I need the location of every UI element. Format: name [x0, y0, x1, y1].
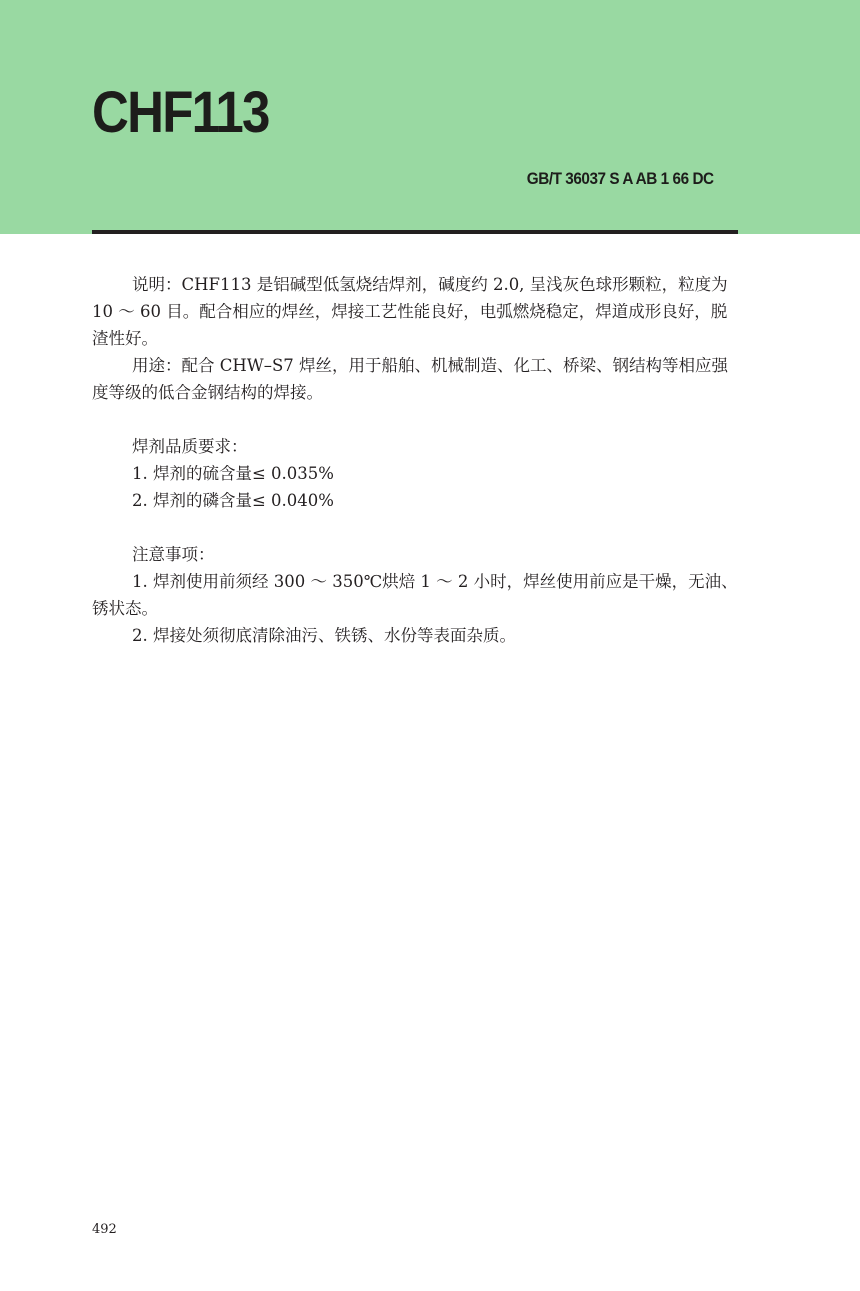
description-text: CHF113 是铝碱型低氢烧结焊剂，碱度约 2.0, 呈浅灰色球形颗粒，粒度为 10 ～ 60 目。配合相应的焊丝，焊接工艺性能良好，电弧燃烧稳定，焊道成形良好，脱渣性好。 [92, 275, 728, 348]
notes-item-1: 1. 焊剂使用前须经 300 ～ 350℃烘焙 1 ～ 2 小时，焊丝使用前应是干燥，无油、锈状态。 [92, 572, 738, 618]
standard-designation: GB/T 36037 S A AB 1 66 DC [527, 169, 714, 188]
header-divider [92, 230, 738, 234]
notes-heading: 注意事项： [132, 545, 215, 564]
section-gap [92, 514, 738, 541]
usage-label: 用途： [132, 356, 182, 375]
page-number: 492 [92, 1222, 117, 1237]
quality-item-1: 1. 焊剂的硫含量≤ 0.035% [132, 464, 334, 483]
usage-text: 配合 CHW–S7 焊丝，用于船舶、机械制造、化工、桥梁、钢结构等相应强度等级的低合金钢结构的焊接。 [92, 356, 729, 402]
quality-heading: 焊剂品质要求： [132, 437, 248, 456]
description-label: 说明： [132, 275, 182, 294]
product-code-title: CHF113 [92, 80, 269, 145]
description-paragraph [92, 271, 738, 352]
notes-item-2: 2. 焊接处须彻底清除油污、铁锈、水份等表面杂质。 [132, 626, 516, 645]
document-body [92, 271, 738, 649]
section-gap [92, 406, 738, 433]
usage-paragraph [92, 352, 738, 406]
quality-item-2: 2. 焊剂的磷含量≤ 0.040% [132, 491, 334, 510]
